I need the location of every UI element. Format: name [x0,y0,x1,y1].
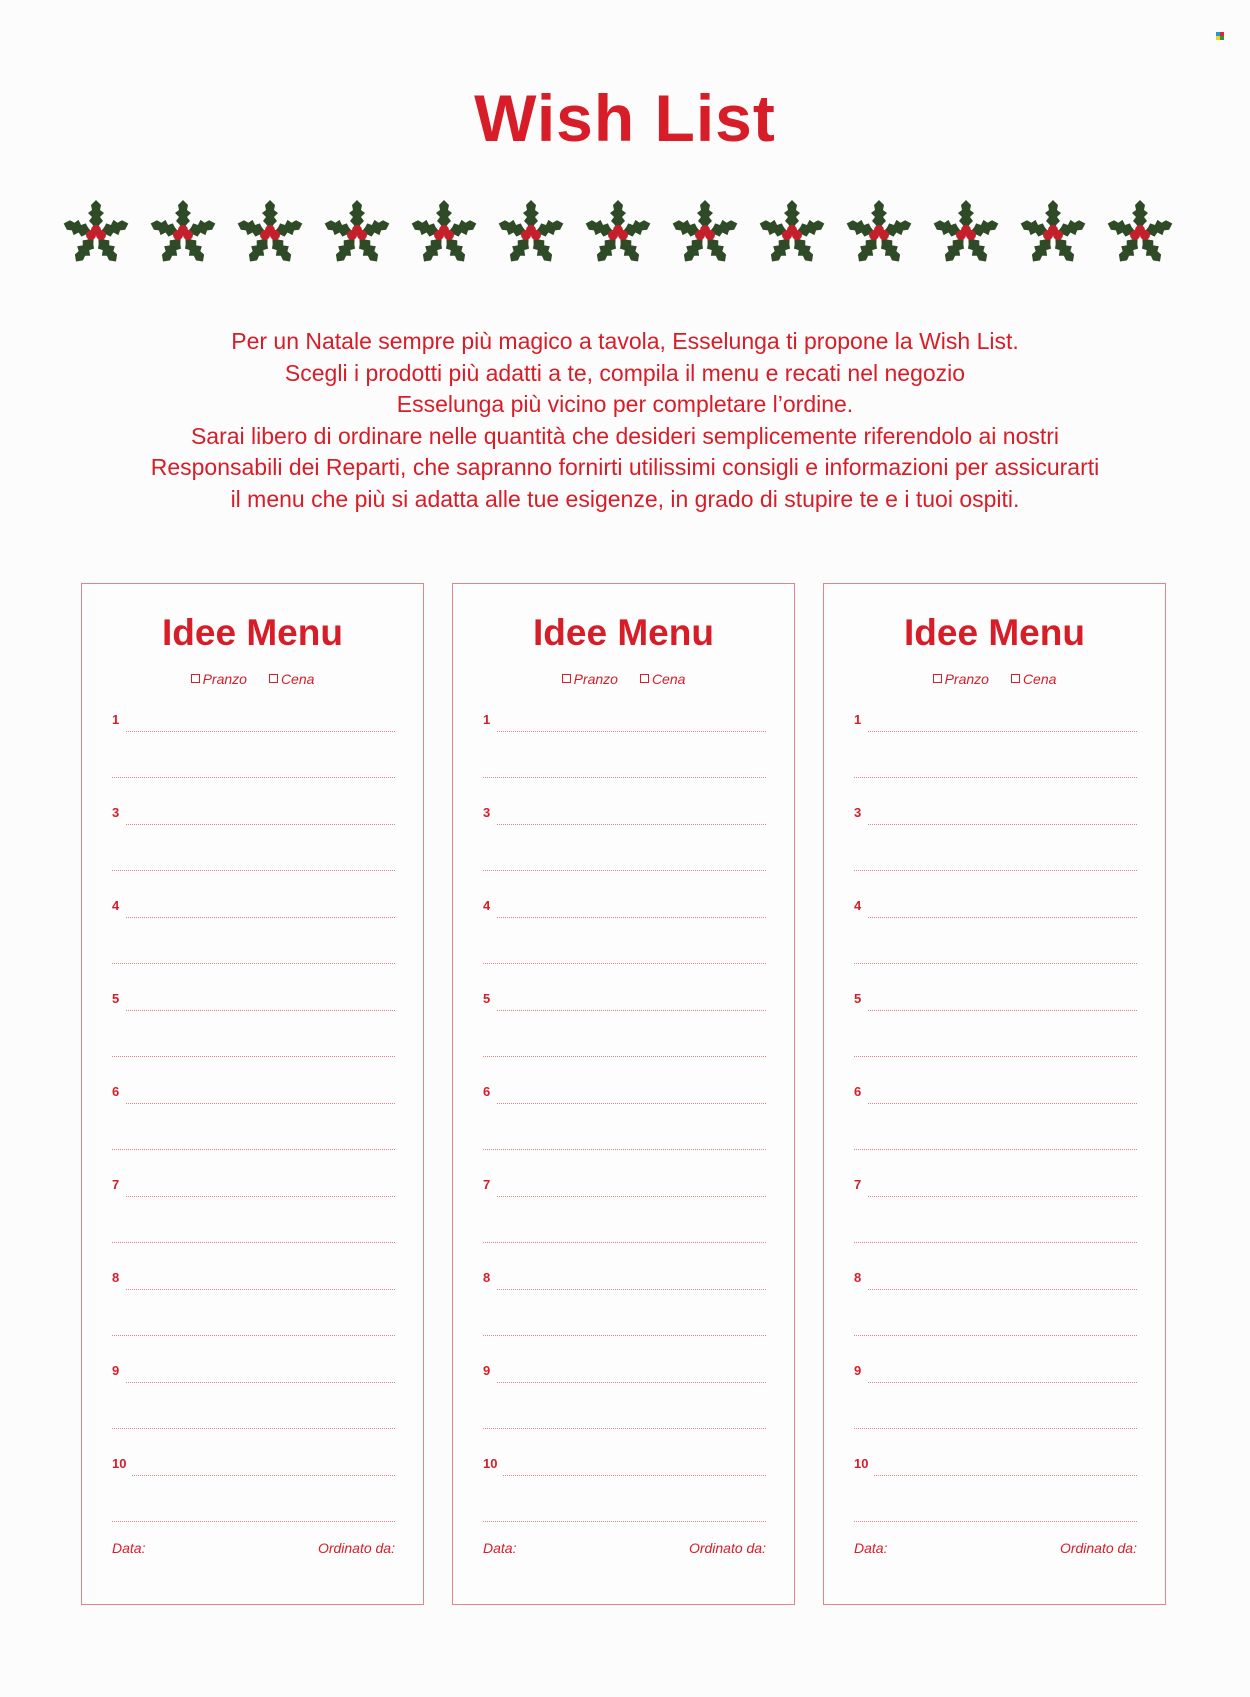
menu-line-continuation[interactable] [483,1223,766,1243]
menu-lines [483,712,766,1549]
page-title: Wish List [474,81,776,155]
menu-item [854,712,1137,805]
menu-line-continuation[interactable] [483,851,766,871]
menu-line[interactable] [112,1177,395,1197]
lunch-checkbox[interactable] [562,674,571,683]
lunch-label: Pranzo [573,670,618,687]
menu-lines [854,712,1137,1549]
item-number: 8 [854,1270,862,1285]
item-number: 1 [854,712,862,727]
write-line [112,1335,395,1336]
holly-icon [58,198,134,270]
menu-line[interactable] [854,991,1137,1011]
holly-icon [493,198,569,270]
menu-line[interactable] [854,805,1137,825]
write-line [868,1382,1137,1383]
item-number: 3 [854,805,862,820]
item-number: 1 [112,712,120,727]
item-number: 4 [483,898,491,913]
write-line [497,1289,766,1290]
menu-line-continuation[interactable] [854,758,1137,778]
item-number: 6 [483,1084,491,1099]
menu-line[interactable] [483,898,766,918]
holly-icon [841,198,917,270]
menu-line-continuation[interactable] [854,944,1137,964]
write-line [483,1521,766,1522]
menu-line[interactable] [483,1363,766,1383]
item-number: 9 [854,1363,862,1378]
holly-icon [667,198,743,270]
menu-item [112,1084,395,1177]
ordered-by-label: Ordinato da: [317,1540,395,1556]
item-number: 7 [483,1177,491,1192]
write-line [483,1056,766,1057]
menu-line[interactable] [112,1270,395,1290]
write-line [126,917,395,918]
item-number: 9 [483,1363,491,1378]
dinner-label: Cena [280,670,315,687]
write-line [483,777,766,778]
menu-line-continuation[interactable] [854,1409,1137,1429]
menu-line-continuation[interactable] [112,1223,395,1243]
card-title: Idee Menu [162,612,343,653]
write-line [854,1056,1137,1057]
write-line [854,1149,1137,1150]
intro-text [40,326,1210,516]
menu-item [854,805,1137,898]
menu-line-continuation[interactable] [854,1223,1137,1243]
intro-line: il menu che più si adatta alle tue esigenze, in grado di stupire te e i tuoi ospiti. [230,485,1020,512]
menu-line[interactable] [854,1363,1137,1383]
date-label: Data: [112,1540,146,1556]
menu-line[interactable] [854,898,1137,918]
holly-icon [1015,198,1091,270]
intro-line: Per un Natale sempre più magico a tavola, Esselunga ti propone la Wish List. [231,328,1019,354]
menu-line[interactable] [483,1177,766,1197]
write-line [112,1521,395,1522]
menu-item [854,1363,1137,1456]
write-line [126,731,395,732]
item-number: 10 [112,1456,127,1471]
write-line [854,1242,1137,1243]
meal-options [82,670,423,687]
menu-item [854,1270,1137,1363]
write-line [868,1289,1137,1290]
write-line [112,870,395,871]
write-line [874,1475,1137,1476]
card-title: Idee Menu [904,612,1085,653]
menu-line-continuation[interactable] [854,1037,1137,1057]
menu-line[interactable] [854,1177,1137,1197]
holly-icon [754,198,830,270]
write-line [497,824,766,825]
menu-line-continuation[interactable] [483,1502,766,1522]
item-number: 5 [854,991,862,1006]
write-line [126,1103,395,1104]
write-line [854,963,1137,964]
menu-line[interactable] [854,1270,1137,1290]
write-line [483,1428,766,1429]
write-line [483,963,766,964]
menu-item [854,1456,1137,1549]
menu-line-continuation[interactable] [112,851,395,871]
dinner-checkbox[interactable] [269,674,278,683]
write-line [497,1196,766,1197]
dinner-option[interactable] [269,671,314,687]
item-number: 7 [854,1177,862,1192]
menu-line-continuation[interactable] [112,1130,395,1150]
item-number: 5 [483,991,491,1006]
holly-icon [145,198,221,270]
item-number: 5 [112,991,120,1006]
item-number: 6 [112,1084,120,1099]
write-line [854,777,1137,778]
menu-item [112,1363,395,1456]
menu-line-continuation[interactable] [854,1316,1137,1336]
item-number: 4 [854,898,862,913]
write-line [497,917,766,918]
write-line [497,1382,766,1383]
write-line [126,1196,395,1197]
menu-line[interactable] [483,1456,766,1476]
meal-options [453,670,794,687]
dinner-option[interactable] [1011,671,1056,687]
menu-item [483,898,766,991]
write-line [854,1335,1137,1336]
item-number: 1 [483,712,491,727]
menu-line[interactable] [483,1084,766,1104]
item-number: 3 [483,805,491,820]
holly-icon [319,198,395,270]
write-line [868,731,1137,732]
write-line [854,870,1137,871]
menu-item [483,712,766,805]
write-line [868,917,1137,918]
menu-line[interactable] [112,712,395,732]
menu-line[interactable] [854,1456,1137,1476]
menu-line[interactable] [483,991,766,1011]
item-number: 7 [112,1177,120,1192]
menu-line-continuation[interactable] [854,1130,1137,1150]
write-line [483,870,766,871]
lunch-option[interactable] [191,671,247,687]
item-number: 3 [112,805,120,820]
menu-item [112,1177,395,1270]
write-line [483,1335,766,1336]
menu-line[interactable] [483,805,766,825]
write-line [503,1475,766,1476]
write-line [126,1289,395,1290]
menu-item [483,1270,766,1363]
menu-line-continuation[interactable] [112,1037,395,1057]
intro-line: Esselunga più vicino per completare l’ordine. [396,391,854,418]
menu-item [854,898,1137,991]
menu-line[interactable] [112,1084,395,1104]
card-title: Idee Menu [533,612,714,653]
menu-line-continuation[interactable] [854,1502,1137,1522]
write-line [112,777,395,778]
lunch-option[interactable] [933,671,989,687]
menu-item [854,1084,1137,1177]
menu-line[interactable] [112,991,395,1011]
write-line [854,1521,1137,1522]
menu-line[interactable] [483,1270,766,1290]
lunch-checkbox[interactable] [933,674,942,683]
write-line [112,1428,395,1429]
write-line [483,1149,766,1150]
menu-lines [112,712,395,1549]
dinner-label: Cena [651,670,686,687]
write-line [497,731,766,732]
write-line [497,1103,766,1104]
write-line [112,1242,395,1243]
card-footer [854,1540,1137,1556]
item-number: 8 [112,1270,120,1285]
write-line [126,1010,395,1011]
lunch-checkbox[interactable] [191,674,200,683]
item-number: 10 [854,1456,869,1471]
menu-line-continuation[interactable] [112,944,395,964]
item-number: 9 [112,1363,120,1378]
intro-line: Responsabili dei Reparti, che sapranno fornirti utilissimi consigli e informazioni per assicurarti [150,454,1100,481]
menu-item [854,991,1137,1084]
menu-item [483,805,766,898]
menu-line-continuation[interactable] [483,944,766,964]
menu-item [483,1177,766,1270]
menu-line-continuation[interactable] [854,851,1137,871]
menu-line-continuation[interactable] [483,1037,766,1057]
holly-decoration-row [58,198,1178,270]
write-line [132,1475,395,1476]
menu-line[interactable] [854,712,1137,732]
lunch-label: Pranzo [944,670,989,687]
menu-line-continuation[interactable] [483,1130,766,1150]
menu-line-continuation[interactable] [483,758,766,778]
date-label: Data: [483,1540,517,1556]
item-number: 6 [854,1084,862,1099]
intro-line: Sarai libero di ordinare nelle quantità che desideri semplicemente riferendolo ai nostri [190,422,1060,449]
menu-line[interactable] [854,1084,1137,1104]
ordered-by-label: Ordinato da: [1059,1540,1137,1556]
menu-card [81,583,424,1605]
menu-line-continuation[interactable] [483,1409,766,1429]
menu-line-continuation[interactable] [483,1316,766,1336]
menu-item [483,1456,766,1549]
intro-line: Scegli i prodotti più adatti a te, compila il menu e recati nel negozio [284,359,966,386]
date-label: Data: [854,1540,888,1556]
write-line [868,1010,1137,1011]
holly-icon [1102,198,1178,270]
write-line [854,1428,1137,1429]
item-number: 8 [483,1270,491,1285]
write-line [112,1149,395,1150]
lunch-label: Pranzo [202,670,247,687]
menu-line[interactable] [112,805,395,825]
menu-line[interactable] [483,712,766,732]
item-number: 4 [112,898,120,913]
meal-options [824,670,1165,687]
card-footer [112,1540,395,1556]
dinner-checkbox[interactable] [1011,674,1020,683]
menu-item [483,1084,766,1177]
menu-item [112,805,395,898]
print-mark [1216,32,1225,41]
write-line [112,963,395,964]
menu-line-continuation[interactable] [112,1502,395,1522]
menu-item [483,1363,766,1456]
write-line [868,824,1137,825]
write-line [483,1242,766,1243]
menu-line[interactable] [112,1456,395,1476]
holly-icon [928,198,1004,270]
holly-icon [232,198,308,270]
write-line [126,1382,395,1383]
card-footer [483,1540,766,1556]
menu-item [112,991,395,1084]
write-line [497,1010,766,1011]
menu-line-continuation[interactable] [112,758,395,778]
holly-icon [580,198,656,270]
menu-line[interactable] [112,1363,395,1383]
menu-item [112,1270,395,1363]
lunch-option[interactable] [562,671,618,687]
menu-item [112,712,395,805]
menu-card [452,583,795,1605]
menu-line-continuation[interactable] [112,1316,395,1336]
write-line [868,1196,1137,1197]
dinner-option[interactable] [640,671,685,687]
menu-item [483,991,766,1084]
menu-item [112,898,395,991]
menu-item [112,1456,395,1549]
dinner-label: Cena [1022,670,1057,687]
item-number: 10 [483,1456,498,1471]
menu-card [823,583,1166,1605]
dinner-checkbox[interactable] [640,674,649,683]
write-line [126,824,395,825]
write-line [112,1056,395,1057]
menu-line-continuation[interactable] [112,1409,395,1429]
holly-icon [406,198,482,270]
menu-line[interactable] [112,898,395,918]
ordered-by-label: Ordinato da: [688,1540,766,1556]
menu-item [854,1177,1137,1270]
write-line [868,1103,1137,1104]
